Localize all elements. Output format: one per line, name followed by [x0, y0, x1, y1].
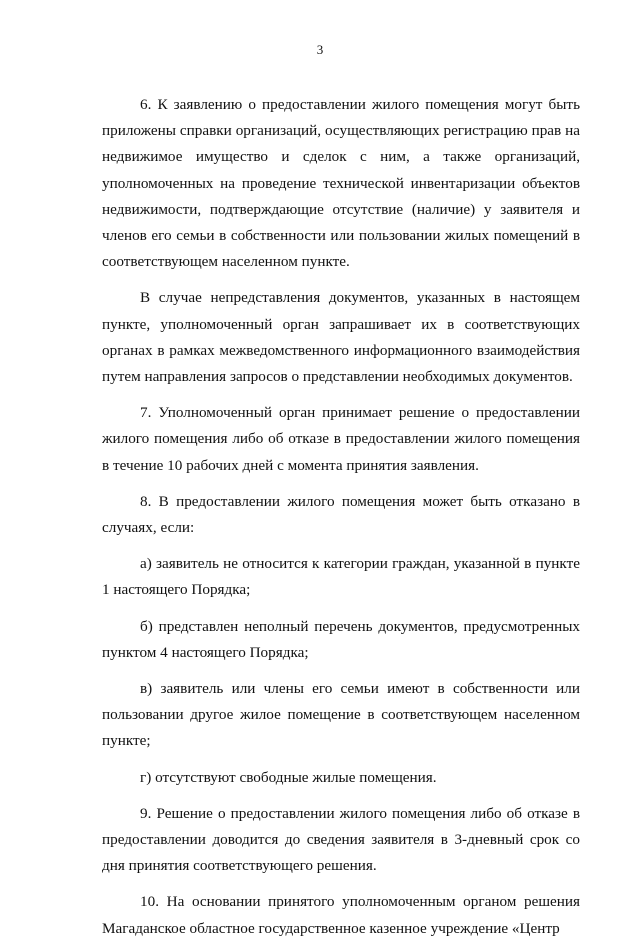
paragraph-8: 8. В предоставлении жилого помещения может быть отказано в случаях, если:	[102, 492, 580, 537]
page-number: 3	[316, 42, 324, 57]
paragraph-8-a: а) заявитель не относится к категории граждан, указанной в пункте 1 настоящего Порядка;	[102, 555, 580, 599]
paragraph-8-v: в) заявитель или члены его семьи имеют в собственности или пользовании другое жилое помещение в соответствующем населенном пункте;	[102, 680, 580, 750]
paragraph-6: 6. К заявлению о предоставлении жилого помещения могут быть приложены справки организаций, осуществляющих регистрацию прав на недвижимое имущество и сделок с ним, а также организаций, уполномоченных на проведение технической инвентаризации объектов недвижимости, подтверждающие отсутствие (наличие) у заявителя и членов его семьи в собственности или пользовании жилых помещений в соответствующем населенном пункте.	[102, 96, 580, 271]
paragraph-missing-documents: В случае непредставления документов, указанных в настоящем пункте, уполномоченный орган запрашивает их в соответствующих органах в рамках межведомственного информационного взаимодействия путем направления запросов о представлении необходимых документов.	[102, 289, 580, 386]
paragraph-10: 10. На основании принятого уполномоченным органом решения Магаданское областное государственное казенное учреждение «Центр	[102, 893, 580, 937]
paragraph-7: 7. Уполномоченный орган принимает решение о предоставлении жилого помещения либо об отказе в предоставлении жилого помещения в течение 10 рабочих дней с момента принятия заявления.	[102, 404, 580, 474]
paragraph-8-b: б) представлен неполный перечень документов, предусмотренных пунктом 4 настоящего Порядка;	[102, 617, 580, 661]
paragraph-9: 9. Решение о предоставлении жилого помещения либо об отказе в предоставлении доводится до сведения заявителя в 3-дневный срок со дня принятия соответствующего решения.	[102, 804, 580, 875]
document-body	[102, 92, 580, 952]
paragraph-8-g: г) отсутствуют свободные жилые помещения.	[140, 768, 437, 786]
